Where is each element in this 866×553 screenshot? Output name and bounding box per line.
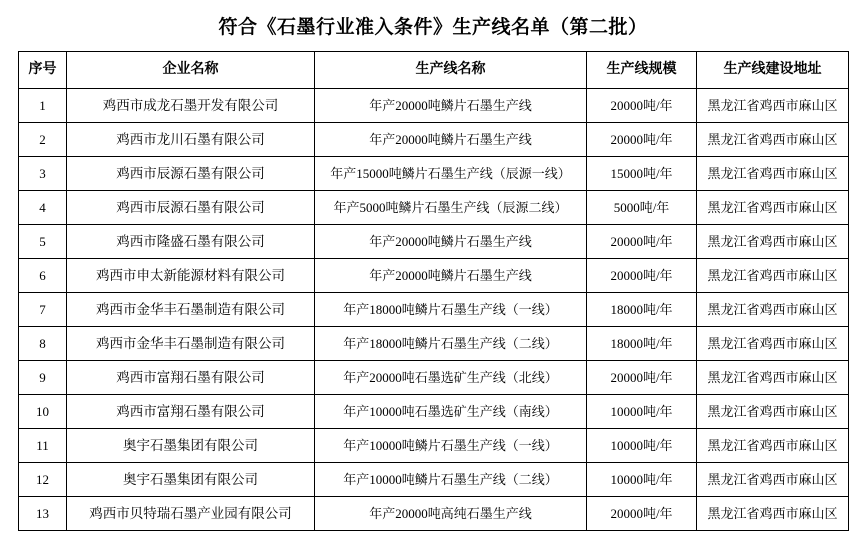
cell-index: 11 <box>19 429 67 463</box>
cell-index: 3 <box>19 157 67 191</box>
cell-company: 鸡西市贝特瑞石墨产业园有限公司 <box>67 497 315 531</box>
cell-company: 鸡西市申太新能源材料有限公司 <box>67 259 315 293</box>
table-row <box>19 327 849 361</box>
cell-capacity: 20000吨/年 <box>587 361 697 395</box>
cell-capacity: 18000吨/年 <box>587 327 697 361</box>
cell-line-name: 年产20000吨高纯石墨生产线 <box>315 497 587 531</box>
table-container <box>0 51 866 531</box>
table-row <box>19 463 849 497</box>
cell-index: 12 <box>19 463 67 497</box>
cell-company: 鸡西市辰源石墨有限公司 <box>67 157 315 191</box>
cell-address: 黑龙江省鸡西市麻山区 <box>697 191 849 225</box>
table-row <box>19 497 849 531</box>
table-row <box>19 191 849 225</box>
column-header-address: 生产线建设地址 <box>697 52 849 89</box>
cell-company: 鸡西市金华丰石墨制造有限公司 <box>67 293 315 327</box>
cell-capacity: 5000吨/年 <box>587 191 697 225</box>
cell-company: 鸡西市辰源石墨有限公司 <box>67 191 315 225</box>
cell-address: 黑龙江省鸡西市麻山区 <box>697 123 849 157</box>
table-row <box>19 157 849 191</box>
table-header <box>19 52 849 89</box>
cell-line-name: 年产20000吨鳞片石墨生产线 <box>315 225 587 259</box>
cell-company: 奥宇石墨集团有限公司 <box>67 429 315 463</box>
cell-capacity: 10000吨/年 <box>587 429 697 463</box>
cell-company: 鸡西市龙川石墨有限公司 <box>67 123 315 157</box>
cell-index: 8 <box>19 327 67 361</box>
cell-address: 黑龙江省鸡西市麻山区 <box>697 395 849 429</box>
cell-company: 鸡西市富翔石墨有限公司 <box>67 395 315 429</box>
cell-company: 鸡西市富翔石墨有限公司 <box>67 361 315 395</box>
cell-index: 9 <box>19 361 67 395</box>
cell-line-name: 年产20000吨鳞片石墨生产线 <box>315 123 587 157</box>
column-header-company: 企业名称 <box>67 52 315 89</box>
table-row <box>19 361 849 395</box>
cell-company: 鸡西市成龙石墨开发有限公司 <box>67 89 315 123</box>
cell-address: 黑龙江省鸡西市麻山区 <box>697 89 849 123</box>
cell-index: 6 <box>19 259 67 293</box>
table-row <box>19 123 849 157</box>
cell-capacity: 20000吨/年 <box>587 225 697 259</box>
column-header-index: 序号 <box>19 52 67 89</box>
cell-capacity: 18000吨/年 <box>587 293 697 327</box>
table-row <box>19 429 849 463</box>
table-row <box>19 259 849 293</box>
table-row <box>19 293 849 327</box>
cell-index: 7 <box>19 293 67 327</box>
cell-line-name: 年产18000吨鳞片石墨生产线（一线） <box>315 293 587 327</box>
cell-line-name: 年产5000吨鳞片石墨生产线（辰源二线） <box>315 191 587 225</box>
table-body <box>19 89 849 531</box>
cell-line-name: 年产20000吨鳞片石墨生产线 <box>315 259 587 293</box>
cell-line-name: 年产10000吨鳞片石墨生产线（一线） <box>315 429 587 463</box>
cell-capacity: 20000吨/年 <box>587 497 697 531</box>
cell-index: 13 <box>19 497 67 531</box>
cell-address: 黑龙江省鸡西市麻山区 <box>697 497 849 531</box>
cell-company: 奥宇石墨集团有限公司 <box>67 463 315 497</box>
cell-company: 鸡西市金华丰石墨制造有限公司 <box>67 327 315 361</box>
cell-capacity: 10000吨/年 <box>587 463 697 497</box>
cell-line-name: 年产20000吨石墨选矿生产线（北线） <box>315 361 587 395</box>
cell-capacity: 20000吨/年 <box>587 259 697 293</box>
cell-address: 黑龙江省鸡西市麻山区 <box>697 361 849 395</box>
cell-line-name: 年产18000吨鳞片石墨生产线（二线） <box>315 327 587 361</box>
cell-line-name: 年产10000吨鳞片石墨生产线（二线） <box>315 463 587 497</box>
cell-capacity: 20000吨/年 <box>587 123 697 157</box>
cell-index: 1 <box>19 89 67 123</box>
column-header-line-name: 生产线名称 <box>315 52 587 89</box>
cell-index: 4 <box>19 191 67 225</box>
table-row <box>19 395 849 429</box>
column-header-capacity: 生产线规模 <box>587 52 697 89</box>
cell-address: 黑龙江省鸡西市麻山区 <box>697 327 849 361</box>
cell-address: 黑龙江省鸡西市麻山区 <box>697 463 849 497</box>
page-title: 符合《石墨行业准入条件》生产线名单（第二批） <box>218 17 648 38</box>
production-line-table <box>18 51 849 531</box>
table-row <box>19 225 849 259</box>
table-row <box>19 89 849 123</box>
cell-index: 10 <box>19 395 67 429</box>
cell-address: 黑龙江省鸡西市麻山区 <box>697 157 849 191</box>
cell-index: 2 <box>19 123 67 157</box>
table-header-row <box>19 52 849 89</box>
cell-index: 5 <box>19 225 67 259</box>
cell-address: 黑龙江省鸡西市麻山区 <box>697 259 849 293</box>
cell-address: 黑龙江省鸡西市麻山区 <box>697 225 849 259</box>
cell-line-name: 年产15000吨鳞片石墨生产线（辰源一线） <box>315 157 587 191</box>
cell-capacity: 10000吨/年 <box>587 395 697 429</box>
cell-capacity: 15000吨/年 <box>587 157 697 191</box>
cell-capacity: 20000吨/年 <box>587 89 697 123</box>
cell-line-name: 年产10000吨石墨选矿生产线（南线） <box>315 395 587 429</box>
cell-company: 鸡西市隆盛石墨有限公司 <box>67 225 315 259</box>
cell-address: 黑龙江省鸡西市麻山区 <box>697 293 849 327</box>
cell-line-name: 年产20000吨鳞片石墨生产线 <box>315 89 587 123</box>
cell-address: 黑龙江省鸡西市麻山区 <box>697 429 849 463</box>
